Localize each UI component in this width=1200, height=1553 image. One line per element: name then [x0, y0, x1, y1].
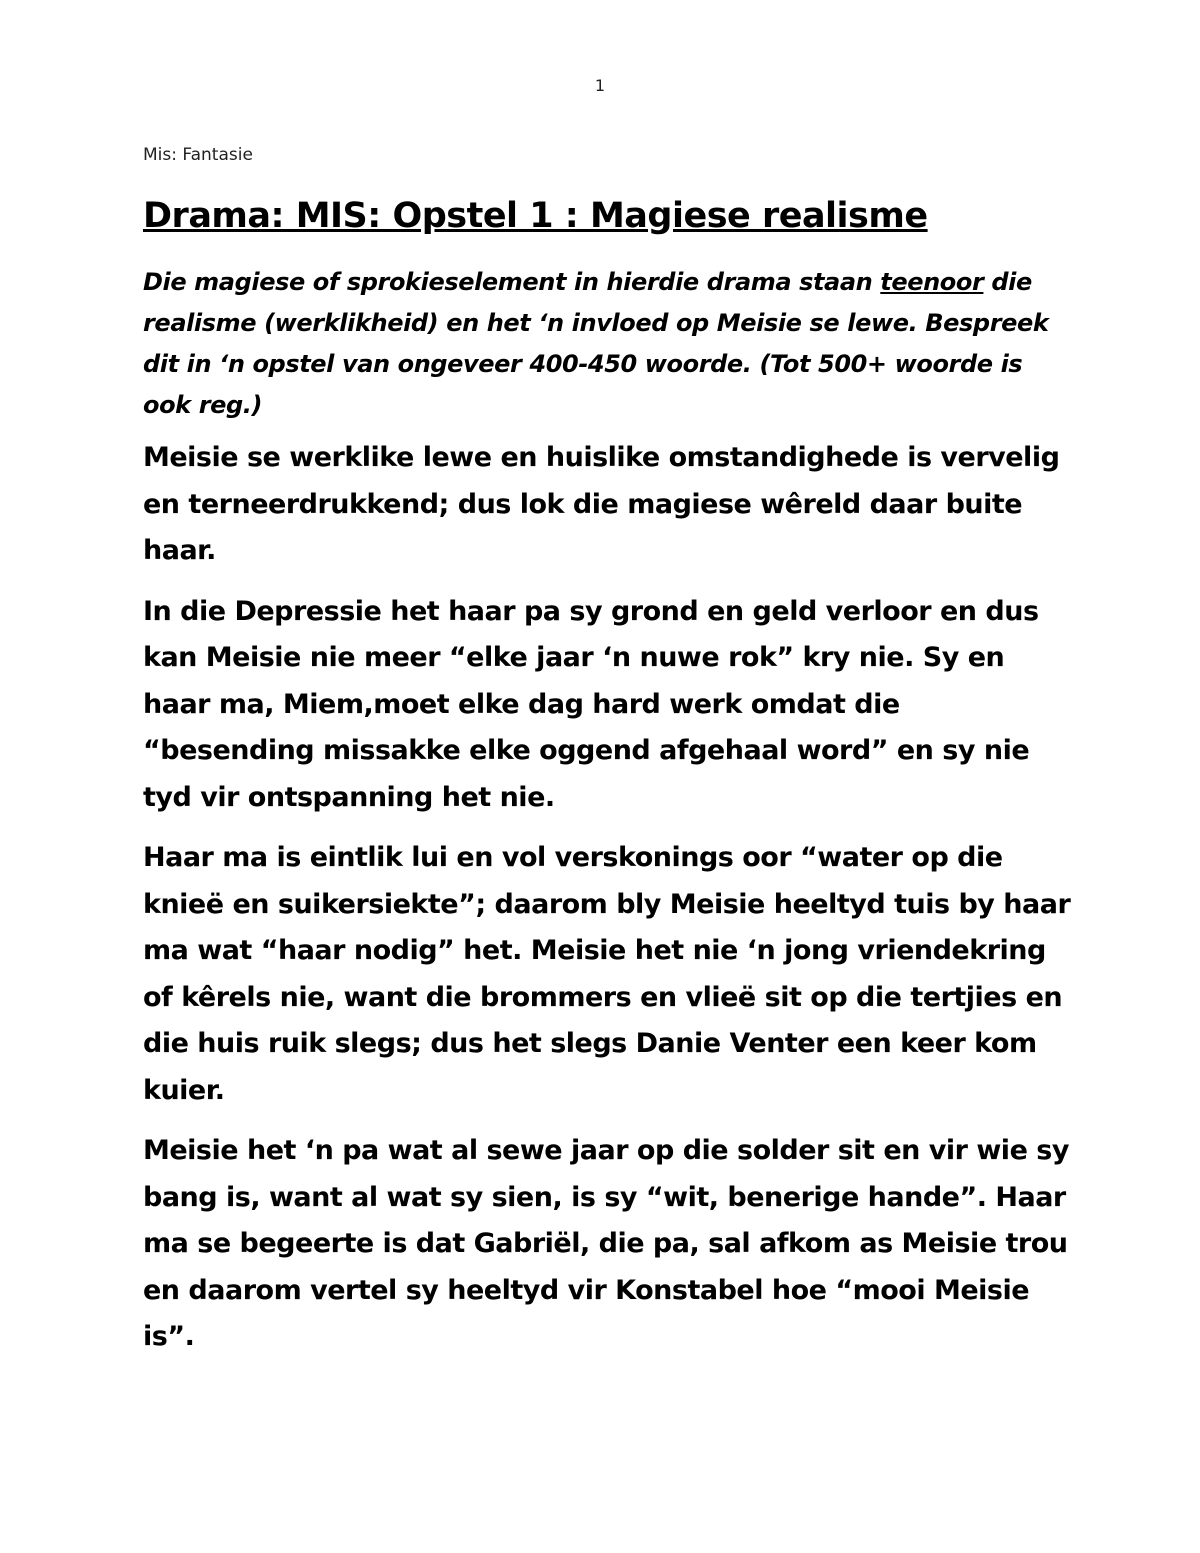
paragraph-4: Meisie het ‘n pa wat al sewe jaar op die solder sit en vir wie sy bang is, want al wat sy sien, is sy “wit, benerige hande”. Haar ma se begeerte is dat Gabriël, die pa, sal afkom as Meisie trou en daarom vertel sy heeltyd vir Konstabel hoe “mooi Meisie is”.: [143, 1135, 1069, 1352]
prompt-text-start: Die magiese of sprokieselement in hierdie drama staan: [143, 268, 881, 296]
document-title: Drama: MIS: Opstel 1 : Magiese realisme: [143, 196, 928, 236]
prompt-underlined-word: teenoor: [880, 268, 984, 296]
paragraph-1: Meisie se werklike lewe en huislike omstandighede is vervelig en terneerdrukkend; dus lok die magiese wêreld daar buite haar.: [143, 442, 1060, 566]
header-label: Mis: Fantasie: [143, 145, 253, 165]
paragraph-2: In die Depressie het haar pa sy grond en geld verloor en dus kan Meisie nie meer “elke jaar ‘n nuwe rok” kry nie. Sy en haar ma, Miem,moet elke dag hard werk omdat die “besending missakke elke oggend afgehaal word” en sy nie tyd vir ontspanning het nie.: [143, 595, 1039, 813]
document-body: [143, 190, 1073, 1375]
paragraph-3: Haar ma is eintlik lui en vol verskonings oor “water op die knieë en suikersiekte”; daarom bly Meisie heeltyd tuis by haar ma wat “haar nodig” het. Meisie het nie ‘n jong vriendekring of kêrels nie, want die brommers en vlieë sit op die tertjies en die huis ruik slegs; dus het slegs Danie Venter een keer kom kuier.: [143, 842, 1071, 1106]
prompt-text-end: die realisme (werklikheid) en het ‘n invloed op Meisie se lewe. Bespreek dit in ‘n opstel van ongeveer 400-450 woorde. (Tot 500+ woorde is ook reg.): [143, 268, 1049, 419]
page-number: 1: [594, 76, 606, 95]
essay-prompt: [143, 262, 1073, 426]
